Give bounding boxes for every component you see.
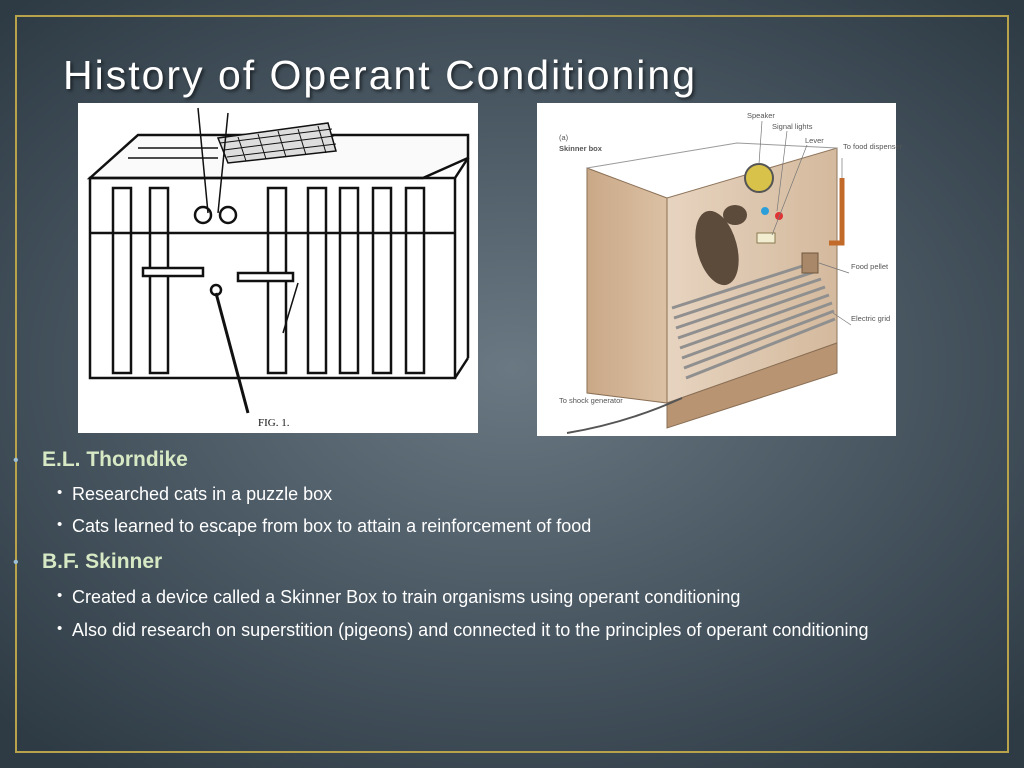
- bullet-dot: •: [57, 484, 63, 501]
- list-item: Cats learned to escape from box to attain a reinforcement of food: [72, 516, 592, 536]
- heading-thorndike: E.L. Thorndike: [42, 448, 188, 471]
- list-item: Also did research on superstition (pigeons) and connected it to the principles of operant conditioning: [72, 620, 869, 640]
- puzzle-box-image: [78, 103, 478, 433]
- label-food-pellet: Food pellet: [851, 262, 889, 271]
- heading-skinner: B.F. Skinner: [42, 550, 163, 573]
- bullet-dot: •: [57, 516, 63, 533]
- skinner-box-image: [537, 103, 903, 436]
- bullet-dot: •: [13, 452, 19, 469]
- bullet-dot: •: [57, 587, 63, 604]
- bullet-dot: •: [57, 620, 63, 637]
- label-food-dispenser: To food dispenser: [843, 142, 903, 151]
- label-electric-grid: Electric grid: [851, 314, 891, 323]
- bullet-dot: •: [13, 554, 19, 571]
- label-signal-lights: Signal lights: [772, 122, 813, 131]
- skinner-box-drawing: [537, 103, 903, 436]
- slide-title: History of Operant Conditioning: [63, 52, 698, 98]
- label-skinner-box: Skinner box: [559, 144, 602, 153]
- label-lever: Lever: [805, 136, 824, 145]
- label-shock-generator: To shock generator: [559, 396, 623, 405]
- list-item: Researched cats in a puzzle box: [72, 484, 333, 504]
- label-speaker: Speaker: [747, 111, 775, 120]
- label-panel: (a): [559, 133, 569, 142]
- puzzle-box-drawing: [78, 103, 478, 433]
- list-item: Created a device called a Skinner Box to train organisms using operant conditioning: [72, 587, 741, 607]
- figure-caption: FIG. 1.: [258, 417, 290, 429]
